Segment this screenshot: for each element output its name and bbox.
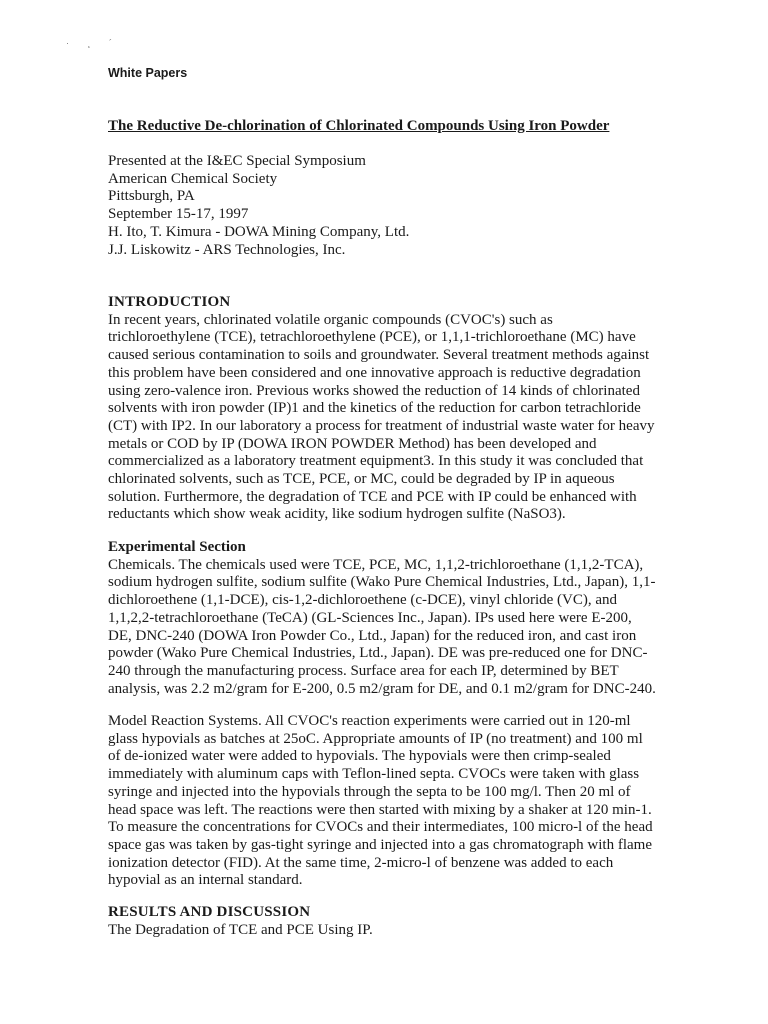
paragraph-line: 240 through the manufacturing process. Surface area for each IP, determined by BET (108, 662, 619, 679)
paragraph-line: using zero-valence iron. Previous works showed the reduction of 14 kinds of chlorinated (108, 382, 640, 399)
paragraph-line: chlorinated solvents, such as TCE, PCE, or MC, could be degraded by IP in aqueous (108, 471, 615, 488)
paragraph-line: immediately with aluminum caps with Teflon-lined septa. CVOCs were taken with glass (108, 766, 640, 783)
presentation-line: H. Ito, T. Kimura - DOWA Mining Company, Ltd. (108, 223, 410, 240)
introduction-heading: INTRODUCTION (108, 294, 231, 310)
experimental-section (108, 539, 688, 698)
paragraph-line: powder (Wako Pure Chemical Industries, Ltd., Japan). DE was pre-reduced one for DNC- (108, 645, 648, 662)
paragraph-line: caused serious contamination to soils and groundwater. Several treatment methods against (108, 347, 650, 364)
paragraph-line: To measure the concentrations for CVOCs and their intermediates, 100 micro-l of the head (108, 819, 653, 836)
presentation-line: J.J. Liskowitz - ARS Technologies, Inc. (108, 241, 346, 258)
paragraph-line: glass hypovials as batches at 25oC. Appropriate amounts of IP (no treatment) and 100 ml (108, 730, 643, 747)
presentation-line: American Chemical Society (108, 170, 278, 187)
paragraph-line: (CT) with IP2. In our laboratory a process for treatment of industrial waste water for heavy (108, 417, 655, 434)
scan-marks: · ¸ ´ (66, 38, 120, 48)
experimental-heading: Experimental Section (108, 539, 246, 555)
paragraph-line: of de-ionized water were added to hypovials. The hypovials were then crimp-sealed (108, 748, 611, 765)
paragraph-line: dichloroethene (1,1-DCE), cis-1,2-dichloroethene (c-DCE), vinyl chloride (VC), and (108, 592, 618, 609)
paragraph-line: solvents with iron powder (IP)1 and the kinetics of the reduction for carbon tetrachloride (108, 400, 641, 417)
paragraph-line: reductants which show weak acidity, like sodium hydrogen sulfite (NaSO3). (108, 506, 566, 523)
paragraph-line: head space was left. The reactions were then started with mixing by a shaker at 120 min-1. (108, 801, 652, 818)
document-title: The Reductive De-chlorination of Chlorinated Compounds Using Iron Powder (108, 118, 610, 134)
paragraph-line: analysis, was 2.2 m2/gram for E-200, 0.5 m2/gram for DE, and 0.1 m2/gram for DNC-240. (108, 680, 656, 697)
paragraph-line: ionization detector (FID). At the same time, 2-micro-l of benzene was added to each (108, 854, 614, 871)
introduction-section (108, 294, 688, 524)
presentation-line: Presented at the I&EC Special Symposium (108, 153, 366, 169)
paragraph-line: Model Reaction Systems. All CVOC's reaction experiments were carried out in 120-ml (108, 713, 631, 729)
paragraph-line: metals or COD by IP (DOWA IRON POWDER Method) has been developed and (108, 435, 597, 452)
paragraph-line: this problem have been considered and one innovative approach is reductive degradation (108, 364, 641, 381)
paragraph-line: In recent years, chlorinated volatile organic compounds (CVOC's) such as (108, 311, 553, 328)
paragraph-line: trichloroethylene (TCE), tetrachloroethylene (PCE), or 1,1,1-trichloroethane (MC) have (108, 329, 636, 346)
presentation-info (108, 153, 688, 259)
header-label: White Papers (108, 66, 188, 80)
paragraph-line: hypovial as an internal standard. (108, 872, 303, 889)
paragraph-line: DE, DNC-240 (DOWA Iron Powder Co., Ltd., Japan) for the reduced iron, and cast iron (108, 627, 637, 644)
presentation-line: Pittsburgh, PA (108, 188, 195, 205)
paragraph-line: commercialized as a laboratory treatment equipment3. In this study it was concluded that (108, 453, 644, 470)
paragraph-line: sodium hydrogen sulfite, sodium sulfite (Wako Pure Chemical Industries, Ltd., Japan), 1,1- (108, 574, 656, 591)
paragraph-line: syringe and injected into the hypovials through the septa to be 100 mg/l. Then 20 ml of (108, 783, 631, 800)
paragraph-line: The Degradation of TCE and PCE Using IP. (108, 921, 373, 938)
paragraph-line: Chemicals. The chemicals used were TCE, PCE, MC, 1,1,2-trichloroethane (1,1,2-TCA), (108, 556, 644, 573)
presentation-line: September 15-17, 1997 (108, 206, 249, 223)
paragraph-line: 1,1,2,2-tetrachloroethane (TeCA) (GL-Sciences Inc., Japan). IPs used here were E-200, (108, 609, 632, 626)
results-section (108, 904, 688, 939)
model-reaction-section (108, 713, 688, 890)
paragraph-line: solution. Furthermore, the degradation of TCE and PCE with IP could be enhanced with (108, 488, 637, 505)
results-heading: RESULTS AND DISCUSSION (108, 904, 311, 920)
paragraph-line: space gas was taken by gas-tight syringe and injected into a gas chromatograph with flame (108, 836, 652, 853)
